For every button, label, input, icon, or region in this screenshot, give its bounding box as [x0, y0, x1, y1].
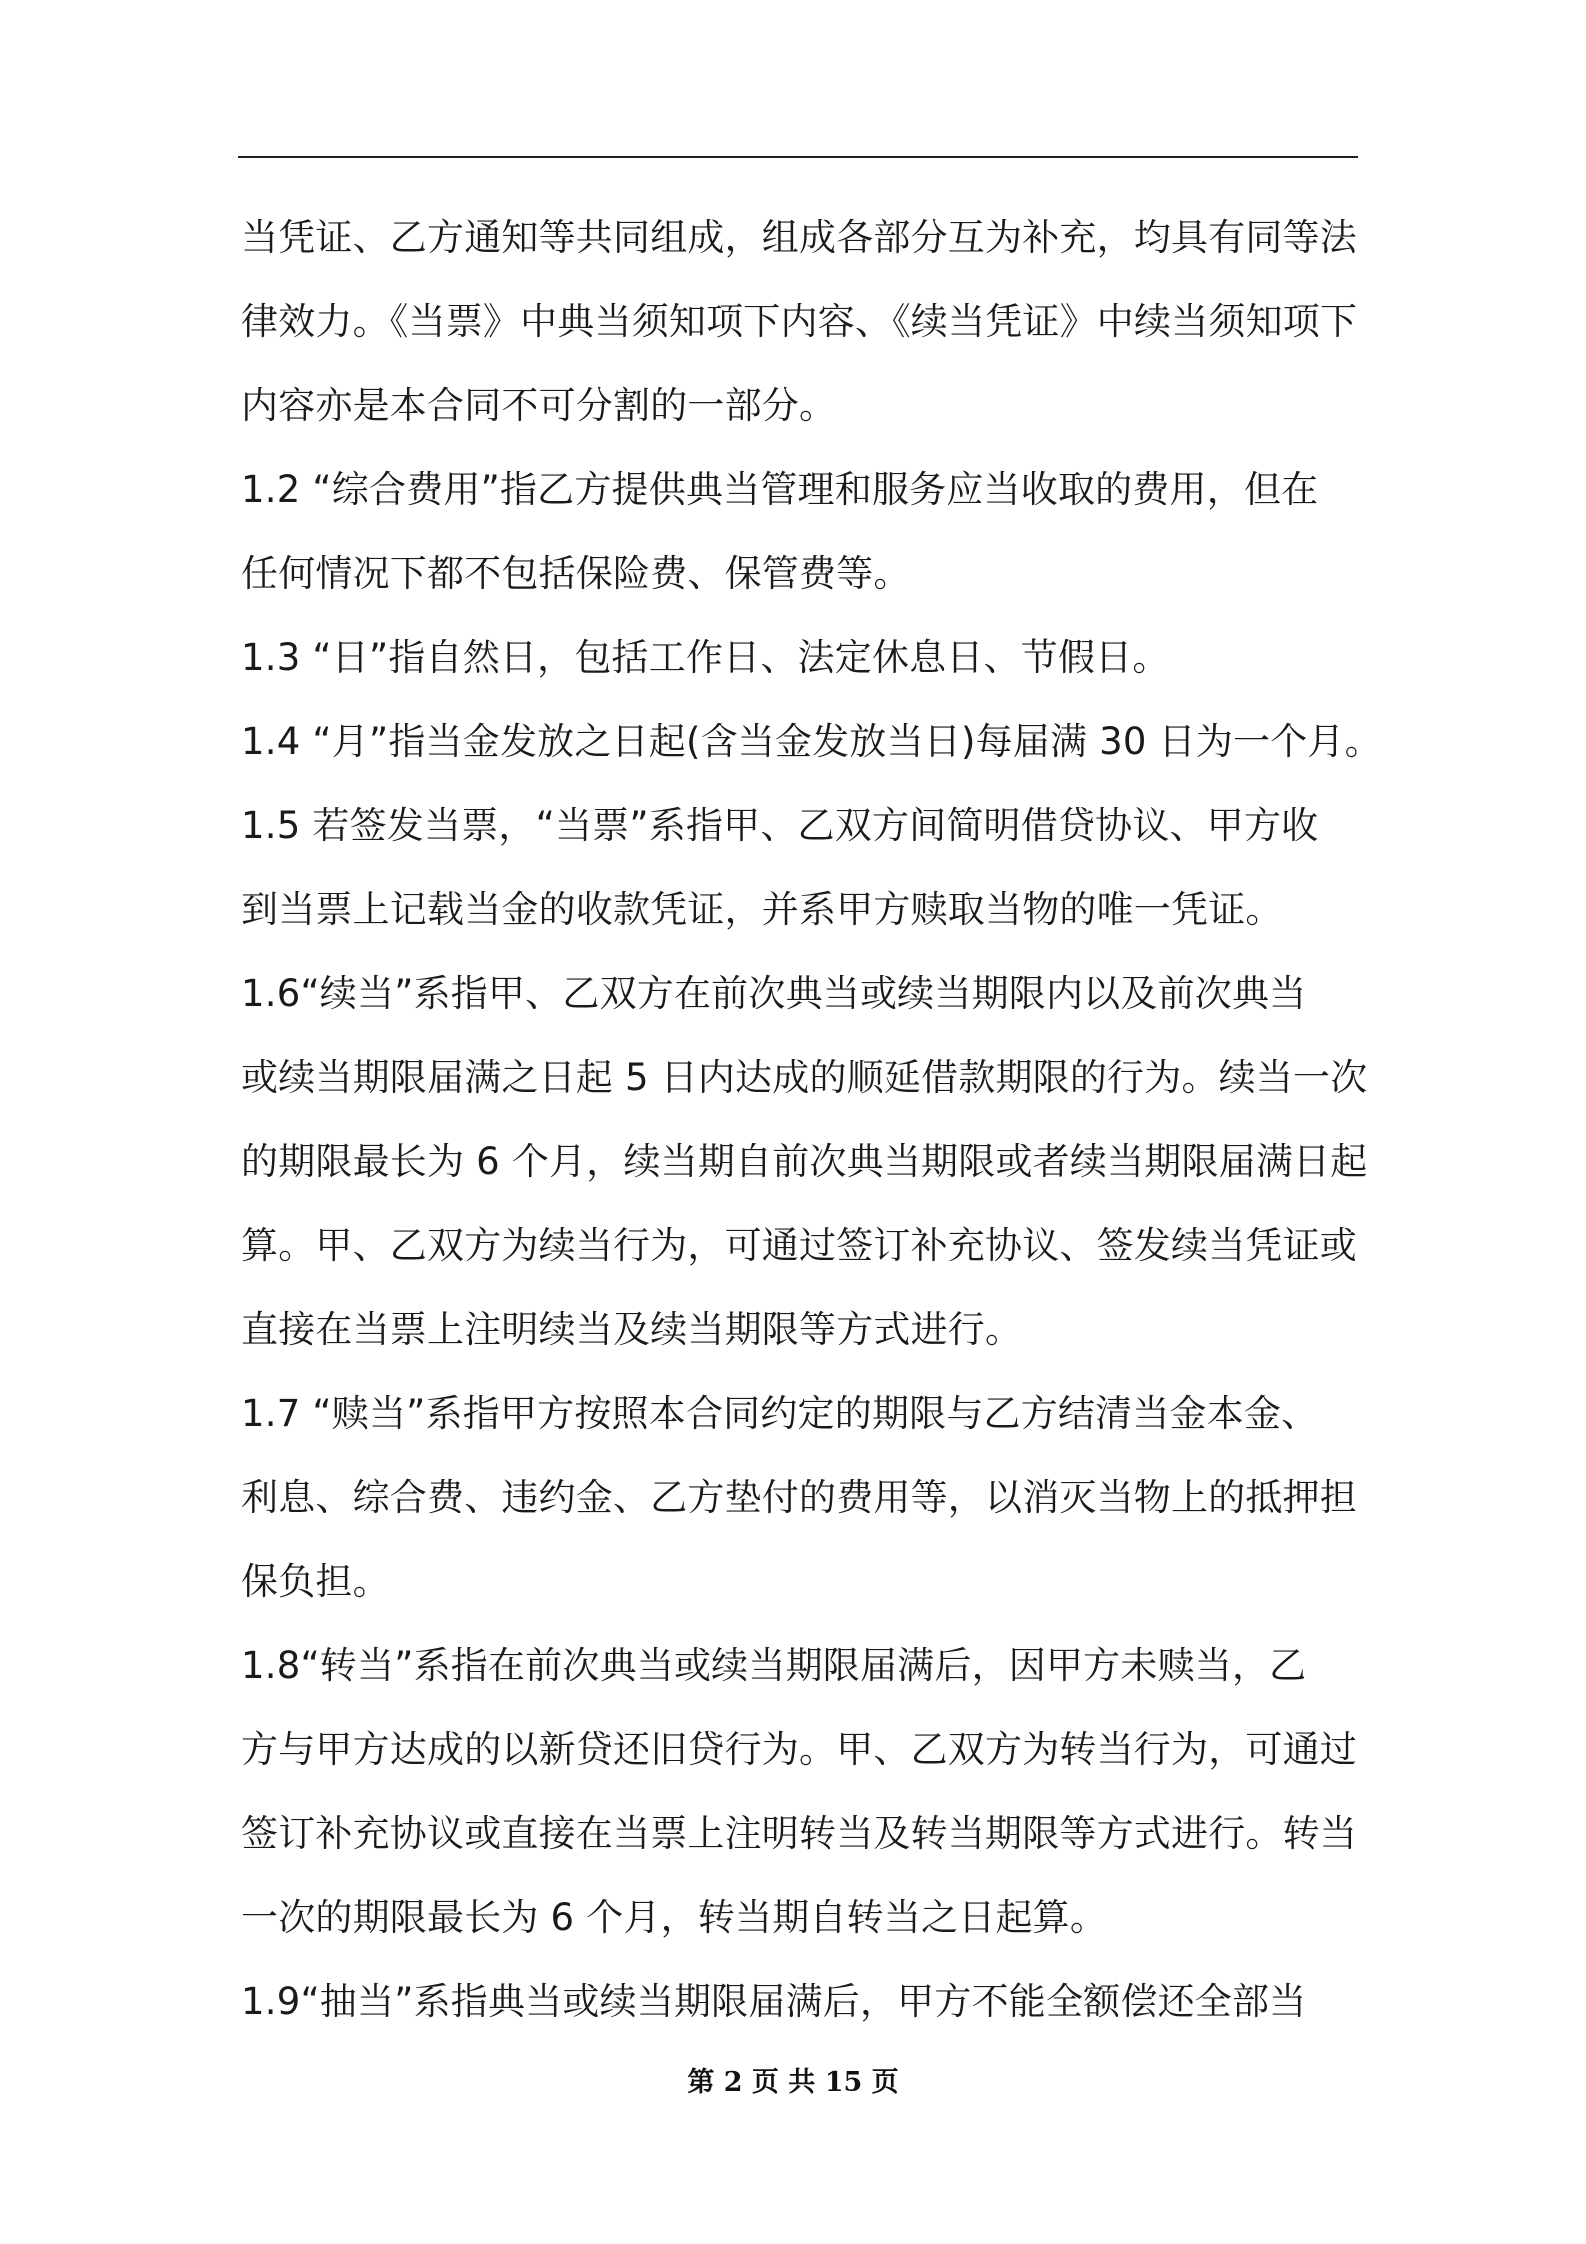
- text-line: 到当票上记载当金的收款凭证，并系甲方赎取当物的唯一凭证。: [241, 888, 1283, 931]
- text-line: 1.5 若签发当票，“当票”系指甲、乙双方间简明借贷协议、甲方收: [241, 804, 1319, 847]
- text-line: 1.9“抽当”系指典当或续当期限届满后，甲方不能全额偿还全部当: [241, 1980, 1307, 2023]
- contract-body: [241, 196, 1382, 2044]
- text-line: 当凭证、乙方通知等共同组成，组成各部分互为补充，均具有同等法: [241, 216, 1357, 259]
- text-line: 1.4 “月”指当金发放之日起(含当金发放当日)每届满 30 日为一个月。: [241, 720, 1382, 763]
- text-line: 的期限最长为 6 个月，续当期自前次典当期限或者续当期限届满日起: [241, 1140, 1368, 1183]
- text-line: 算。甲、乙双方为续当行为，可通过签订补充协议、签发续当凭证或: [241, 1224, 1357, 1267]
- text-line: 任何情况下都不包括保险费、保管费等。: [241, 552, 911, 595]
- text-line: 一次的期限最长为 6 个月，转当期自转当之日起算。: [241, 1896, 1108, 1939]
- text-line: 1.2 “综合费用”指乙方提供典当管理和服务应当收取的费用，但在: [241, 468, 1319, 511]
- text-line: 直接在当票上注明续当及续当期限等方式进行。: [241, 1308, 1023, 1351]
- text-line: 或续当期限届满之日起 5 日内达成的顺延借款期限的行为。续当一次: [241, 1056, 1368, 1099]
- text-line: 保负担。: [241, 1560, 390, 1603]
- text-line: 签订补充协议或直接在当票上注明转当及转当期限等方式进行。转当: [241, 1812, 1357, 1855]
- text-line: 1.3 “日”指自然日，包括工作日、法定休息日、节假日。: [241, 636, 1170, 679]
- page-number-footer: 第 2 页 共 15 页: [687, 2067, 899, 2098]
- text-line: 方与甲方达成的以新贷还旧贷行为。甲、乙双方为转当行为，可通过: [241, 1728, 1357, 1771]
- text-line: 律效力。《当票》中典当须知项下内容、《续当凭证》中续当须知项下: [241, 300, 1358, 343]
- text-line: 1.6“续当”系指甲、乙双方在前次典当或续当期限内以及前次典当: [241, 972, 1307, 1015]
- header-divider: [238, 156, 1358, 158]
- text-line: 内容亦是本合同不可分割的一部分。: [241, 384, 837, 427]
- text-line: 1.8“转当”系指在前次典当或续当期限届满后，因甲方未赎当，乙: [241, 1644, 1307, 1687]
- text-line: 1.7 “赎当”系指甲方按照本合同约定的期限与乙方结清当金本金、: [241, 1392, 1319, 1435]
- text-line: 利息、综合费、违约金、乙方垫付的费用等，以消灭当物上的抵押担: [241, 1476, 1357, 1519]
